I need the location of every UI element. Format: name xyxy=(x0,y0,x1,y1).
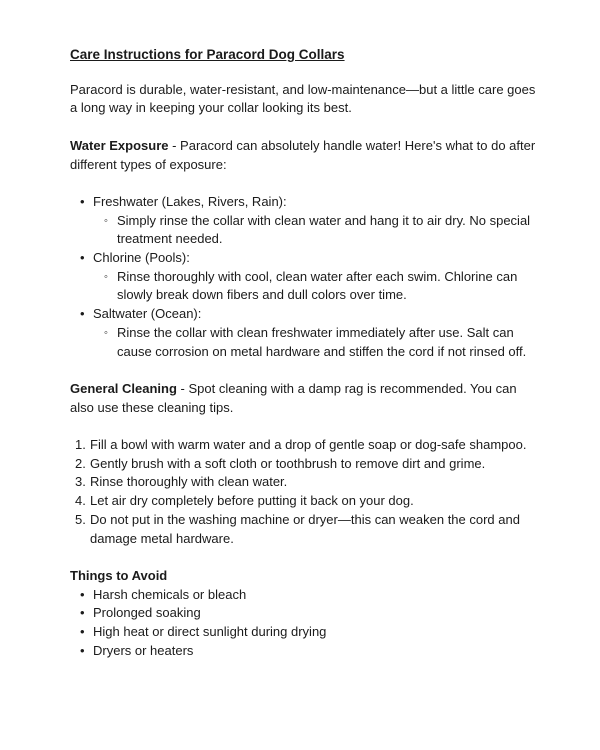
general-cleaning-paragraph xyxy=(70,380,544,417)
step-number: 3. xyxy=(75,474,86,490)
things-to-avoid-paragraph xyxy=(70,567,544,586)
bullet-icon: • xyxy=(80,624,85,640)
step-text: Rinse thoroughly with clean water. xyxy=(90,474,288,490)
step-item xyxy=(70,455,544,474)
list-item-label: Chlorine (Pools): xyxy=(93,250,190,265)
avoid-item-text: Prolonged soaking xyxy=(93,605,201,621)
general-cleaning-lead: - Spot cleaning with a damp rag is recommended. You can also use these cleaning tips. xyxy=(70,380,517,415)
list-item-saltwater xyxy=(70,305,544,361)
step-text: Fill a bowl with warm water and a drop of gentle soap or dog-safe shampoo. xyxy=(90,437,527,452)
step-item xyxy=(70,436,544,455)
sub-bullet-icon: ◦ xyxy=(104,270,108,283)
list-item-freshwater xyxy=(70,193,544,249)
avoid-item xyxy=(70,623,544,642)
bullet-icon: • xyxy=(80,250,85,265)
avoid-item-text: Harsh chemicals or bleach xyxy=(93,586,247,602)
water-exposure-lead: - Paracord can absolutely handle water! Here's what to do after different types of exposure: xyxy=(70,137,536,172)
general-cleaning-heading: General Cleaning xyxy=(70,380,177,396)
list-item-detail: Simply rinse the collar with clean water and hang it to air dry. No special treatment needed. xyxy=(117,212,531,247)
avoid-item xyxy=(70,642,544,661)
bullet-icon: • xyxy=(80,306,85,322)
bullet-icon: • xyxy=(80,642,85,658)
bullet-icon: • xyxy=(80,586,85,602)
step-item xyxy=(70,511,544,548)
things-to-avoid-list xyxy=(70,586,544,661)
list-item-detail: Rinse the collar with clean freshwater immediately after use. Salt can cause corrosion on metal hardware and stiffen the cord if not rinsed off. xyxy=(117,324,527,359)
water-exposure-list xyxy=(70,193,544,361)
step-item xyxy=(70,492,544,511)
avoid-item xyxy=(70,604,544,623)
step-text: Gently brush with a soft cloth or toothbrush to remove dirt and grime. xyxy=(90,455,486,471)
list-item-label: Saltwater (Ocean): xyxy=(93,306,202,322)
step-text: Let air dry completely before putting it back on your dog. xyxy=(90,493,414,509)
intro-paragraph: Paracord is durable, water-resistant, and low-maintenance—but a little care goes a long way in keeping your collar looking its best. xyxy=(70,81,536,116)
list-item-detail: Rinse thoroughly with cool, clean water after each swim. Chlorine can slowly break down fibers and dull colors over time. xyxy=(117,268,518,303)
cleaning-steps-list xyxy=(70,436,544,548)
document-page xyxy=(70,46,544,660)
list-item-chlorine xyxy=(70,249,544,305)
list-item-label: Freshwater (Lakes, Rivers, Rain): xyxy=(93,193,287,209)
step-number: 1. xyxy=(75,437,86,452)
step-number: 5. xyxy=(75,511,86,527)
sub-bullet-icon: ◦ xyxy=(104,214,108,227)
document-title: Care Instructions for Paracord Dog Collars xyxy=(70,47,345,62)
water-exposure-paragraph xyxy=(70,137,544,174)
step-number: 4. xyxy=(75,493,86,509)
step-text: Do not put in the washing machine or dryer—this can weaken the cord and damage metal hardware. xyxy=(90,511,520,546)
things-to-avoid-heading: Things to Avoid xyxy=(70,567,168,583)
sub-bullet-icon: ◦ xyxy=(104,326,108,339)
water-exposure-heading: Water Exposure xyxy=(70,137,169,153)
avoid-item xyxy=(70,586,544,605)
step-number: 2. xyxy=(75,455,86,471)
avoid-item-text: Dryers or heaters xyxy=(93,642,194,658)
bullet-icon: • xyxy=(80,193,85,209)
bullet-icon: • xyxy=(80,605,85,621)
avoid-item-text: High heat or direct sunlight during drying xyxy=(93,624,327,640)
step-item xyxy=(70,473,544,492)
